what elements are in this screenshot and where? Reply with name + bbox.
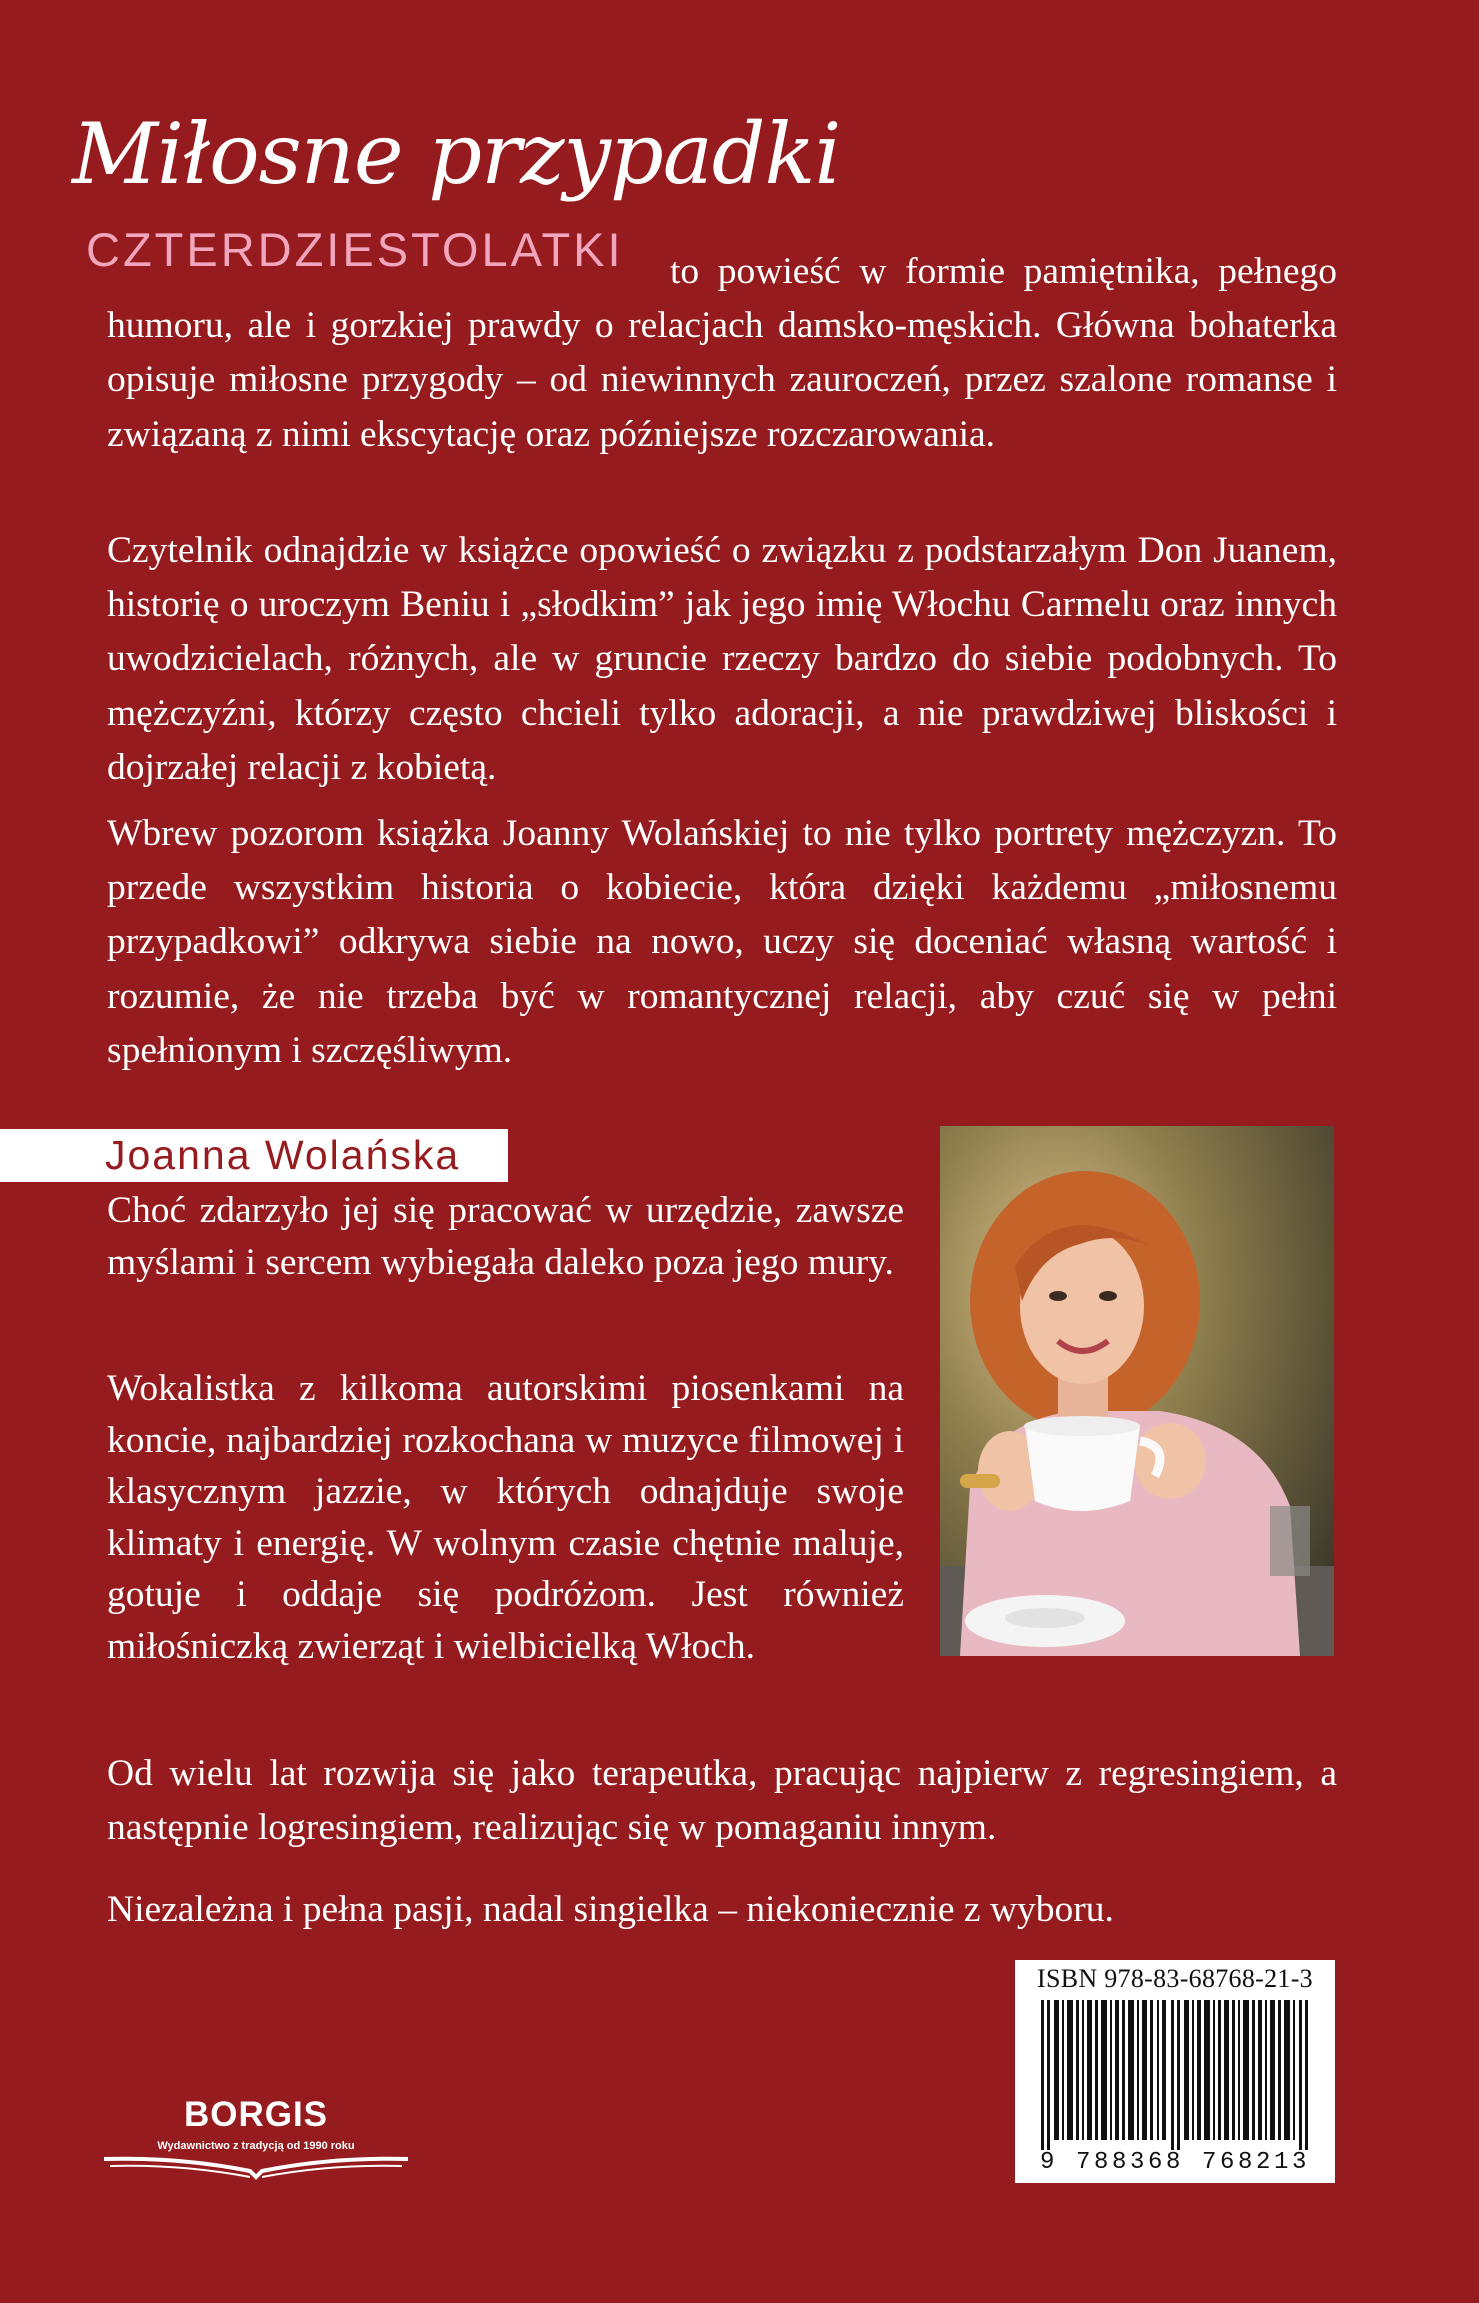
author-bio-paragraph-3: Od wielu lat rozwija się jako terapeutka, pracując najpierw z regresingiem, a następnie logresingiem, realizując się w pomaganiu innym. — [107, 1753, 1337, 1848]
open-book-icon — [100, 2153, 412, 2183]
blurb-paragraph-2: Czytelnik odnajdzie w książce opowieść o związku z podstarzałym Don Juanem, historię o uroczym Beniu i „słodkim” jak jego imię Włochu Carmelu oraz innych uwodzicielach, różnych, ale w gruncie rzeczy bardzo do siebie podobnych. To mężczyźni, którzy często chcieli tylko adoracji, a nie prawdziwej bliskości i dojrzałej relacji z kobietą. — [107, 530, 1337, 788]
ean-digits: 9 788368 768213 — [1039, 2149, 1311, 2176]
author-photo — [940, 1126, 1334, 1656]
isbn-label: ISBN 978-83-68768-21-3 — [1037, 1964, 1313, 1993]
barcode-bars — [1027, 2000, 1323, 2150]
book-subtitle: CZTERDZIESTOLATKI — [86, 223, 624, 276]
author-bio-paragraph-2: Wokalistka z kilkoma autorskimi piosenkami na koncie, najbardziej rozkochana w muzyce filmowej i klasycznym jazzie, w których odnajduje swoje klimaty i energię. W wolnym czasie chętnie maluje, gotuje i oddaje się podróżom. Jest również miłośniczką zwierząt i wielbicielką Włoch. — [107, 1368, 904, 1667]
author-bio-paragraph-4: Niezależna i pełna pasji, nadal singielka – niekoniecznie z wyboru. — [107, 1889, 1114, 1930]
book-title: Miłosne przypadki — [72, 105, 841, 203]
isbn-barcode — [1015, 1960, 1335, 2183]
publisher-name: BORGIS — [183, 2095, 329, 2134]
blurb-paragraph-3: Wbrew pozorom książka Joanny Wolańskiej to nie tylko portrety mężczyzn. To przede wszystkim historia o kobiecie, która dzięki każdemu „miłosnemu przypadkowi” odkrywa siebie na nowo, uczy się doceniać własną wartość i rozumie, że nie trzeba być w romantycznej relacji, aby czuć się w pełni spełnionym i szczęśliwym. — [107, 813, 1337, 1071]
publisher-tagline: Wydawnictwo z tradycją od 1990 roku — [157, 2140, 355, 2152]
author-bio-paragraph-1: Choć zdarzyło jej się pracować w urzędzie, zawsze myślami i sercem wybiegała daleko poza jego mury. — [107, 1190, 904, 1283]
blurb-paragraph-1: to powieść w formie pamiętnika, pełnego humoru, ale i gorzkiej prawdy o relacjach damsko-męskich. Główna bohaterka opisuje miłosne przygody – od niewinnych zauroczeń, przez szalone romanse i związaną z nimi ekscytację oraz późniejsze rozczarowania. — [107, 251, 1337, 455]
author-name: Joanna Wolańska — [105, 1132, 461, 1178]
publisher-logo — [100, 2095, 412, 2185]
